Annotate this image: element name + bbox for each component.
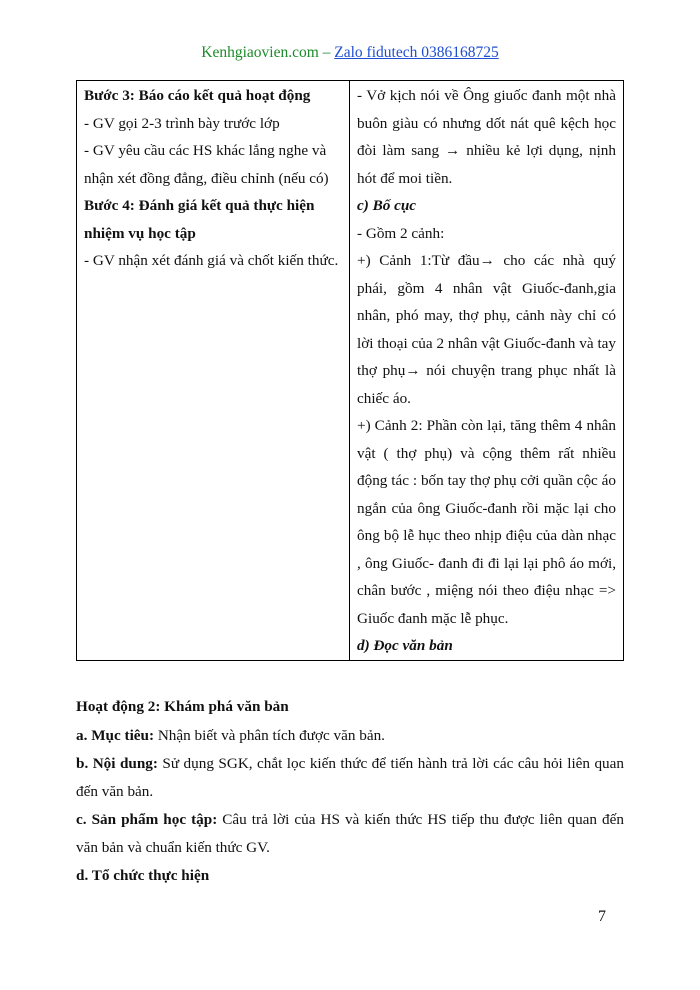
- reading-heading: d) Đọc văn bản: [357, 637, 453, 654]
- objective-line: [76, 722, 624, 750]
- product-text: Câu trả lời của HS và kiến thức HS tiếp thu được liên quan đến văn bản và chuẩn kiến thức GV.: [76, 811, 624, 856]
- content-line: [76, 750, 624, 805]
- step3-title: Bước 3: Báo cáo kết quả hoạt động: [84, 87, 311, 104]
- organization-label: d. Tổ chức thực hiện: [76, 867, 210, 884]
- structure-line: - Gồm 2 cảnh:: [357, 224, 445, 242]
- objective-text: Nhận biết và phân tích được văn bản.: [154, 726, 385, 744]
- activity-section: [76, 693, 624, 890]
- step3-line: - GV yêu cầu các HS khác lắng nghe và nhận xét đồng đẳng, điều chỉnh (nếu có): [84, 142, 329, 187]
- lesson-table: [76, 80, 624, 661]
- page-header: [0, 44, 700, 62]
- scene-2-paragraph: +) Cảnh 2: Phần còn lại, tăng thêm 4 nhân vật ( thợ phụ) và cộng thêm rất nhiều động tác : bốn tay thợ phụ cởi quần cộc áo ngắn của ông Giuốc-đanh rồi mặc lại cho ông bộ lễ hục theo nhịp điệu của dàn nhạc , ông Giuốc- đanh đi đi lại lại phô áo mới, chân bước , miệng nói theo điệu nhạc => Giuốc đanh mặc lễ phục.: [357, 417, 616, 627]
- product-label: c. Sản phẩm học tập:: [76, 811, 218, 828]
- objective-label: a. Mục tiêu:: [76, 726, 155, 744]
- site-name[interactable]: Kenhgiaovien.com: [201, 44, 319, 61]
- step4-line: - GV nhận xét đánh giá và chốt kiến thức.: [84, 252, 339, 269]
- content-text: Sử dụng SGK, chắt lọc kiến thức để tiến hành trả lời các câu hỏi liên quan đến văn bản.: [76, 755, 624, 800]
- summary-paragraph: - Vở kịch nói về Ông giuốc đanh một nhà buôn giàu có nhưng dốt nát quê kệch học đòi làm sang → nhiều kẻ lợi dụng, nịnh hót để moi tiền.: [357, 87, 616, 187]
- structure-heading: c) Bố cục: [357, 197, 417, 214]
- scene-1-paragraph: +) Cảnh 1:Từ đầu→ cho các nhà quý phái, gồm 4 nhân vật Giuốc-đanh,gia nhân, phó may, thợ phụ, cảnh này chỉ có lời thoại của 2 nhân vật Giuốc-đanh và tay thợ phụ→ nói chuyện trang phục nhất là chiếc áo.: [357, 252, 616, 407]
- step3-line: - GV gọi 2-3 trình bày trước lớp: [84, 114, 280, 132]
- teacher-activity-cell: [77, 81, 350, 661]
- contact-link[interactable]: Zalo fidutech 0386168725: [334, 44, 499, 61]
- header-separator: –: [318, 44, 335, 61]
- step4-title: Bước 4: Đánh giá kết quả thực hiện nhiệm vụ học tập: [84, 197, 315, 242]
- product-line: [76, 806, 624, 861]
- content-label: b. Nội dung:: [76, 755, 158, 772]
- activity-title: Hoạt động 2: Khám phá văn bản: [76, 698, 289, 715]
- table-row: [77, 81, 624, 661]
- page-number: 7: [598, 908, 606, 925]
- content-cell: [350, 81, 624, 661]
